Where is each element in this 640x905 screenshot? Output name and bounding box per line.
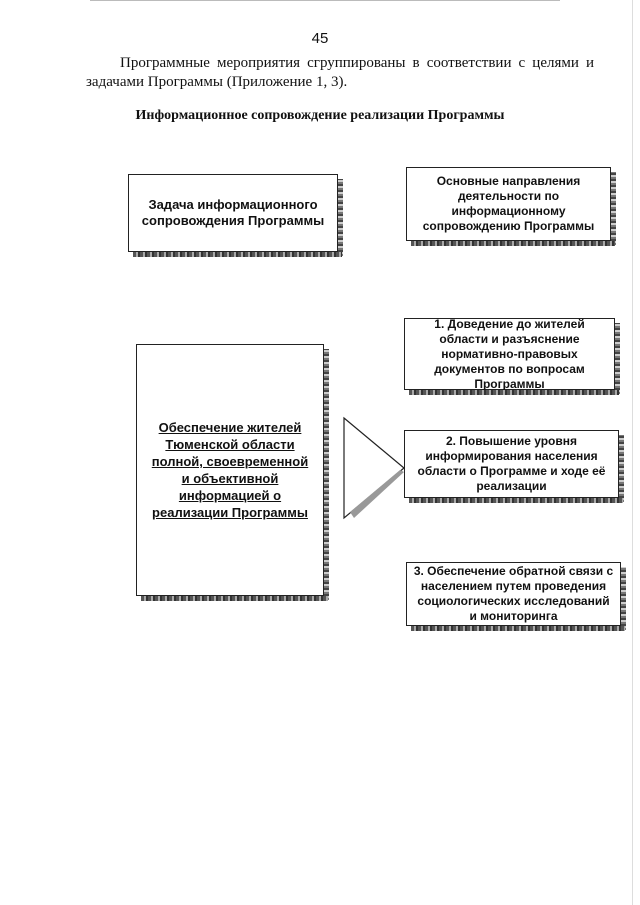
task-body-box: [136, 344, 324, 596]
task-body-text: Обеспечение жителей Тюменской области полной, своевременной и объективной информацией о реализации Программы: [151, 420, 309, 520]
task-header-box: [128, 174, 338, 252]
section-title: Информационное сопровождение реализации Программы: [135, 108, 505, 123]
direction-text-1: 1. Доведение до жителей области и разъяснение нормативно-правовых документов по вопросам Программы: [434, 316, 585, 391]
direction-box-1: [404, 318, 615, 390]
directions-header-box: [406, 167, 611, 241]
page-number: 45: [311, 30, 329, 47]
direction-box-2: [404, 430, 619, 498]
task-header-text: Задача информационного сопровождения Программы: [141, 197, 325, 228]
intro-paragraph: Программные мероприятия сгруппированы в соответствии с целями и задачами Программы (Приложение 1, 3).: [86, 55, 594, 90]
direction-text-2: 2. Повышение уровня информирования населения области о Программе и ходе её реализации: [417, 434, 606, 493]
direction-box-3: [406, 562, 621, 626]
scan-edge-top: [90, 0, 560, 1]
arrow-icon: [342, 416, 406, 520]
direction-text-3: 3. Обеспечение обратной связи с населением путем проведения социологических исследований и мониторинга: [413, 564, 614, 623]
directions-header-text: Основные направления деятельности по информационному сопровождению Программы: [422, 174, 595, 233]
scan-edge-right: [632, 0, 633, 905]
